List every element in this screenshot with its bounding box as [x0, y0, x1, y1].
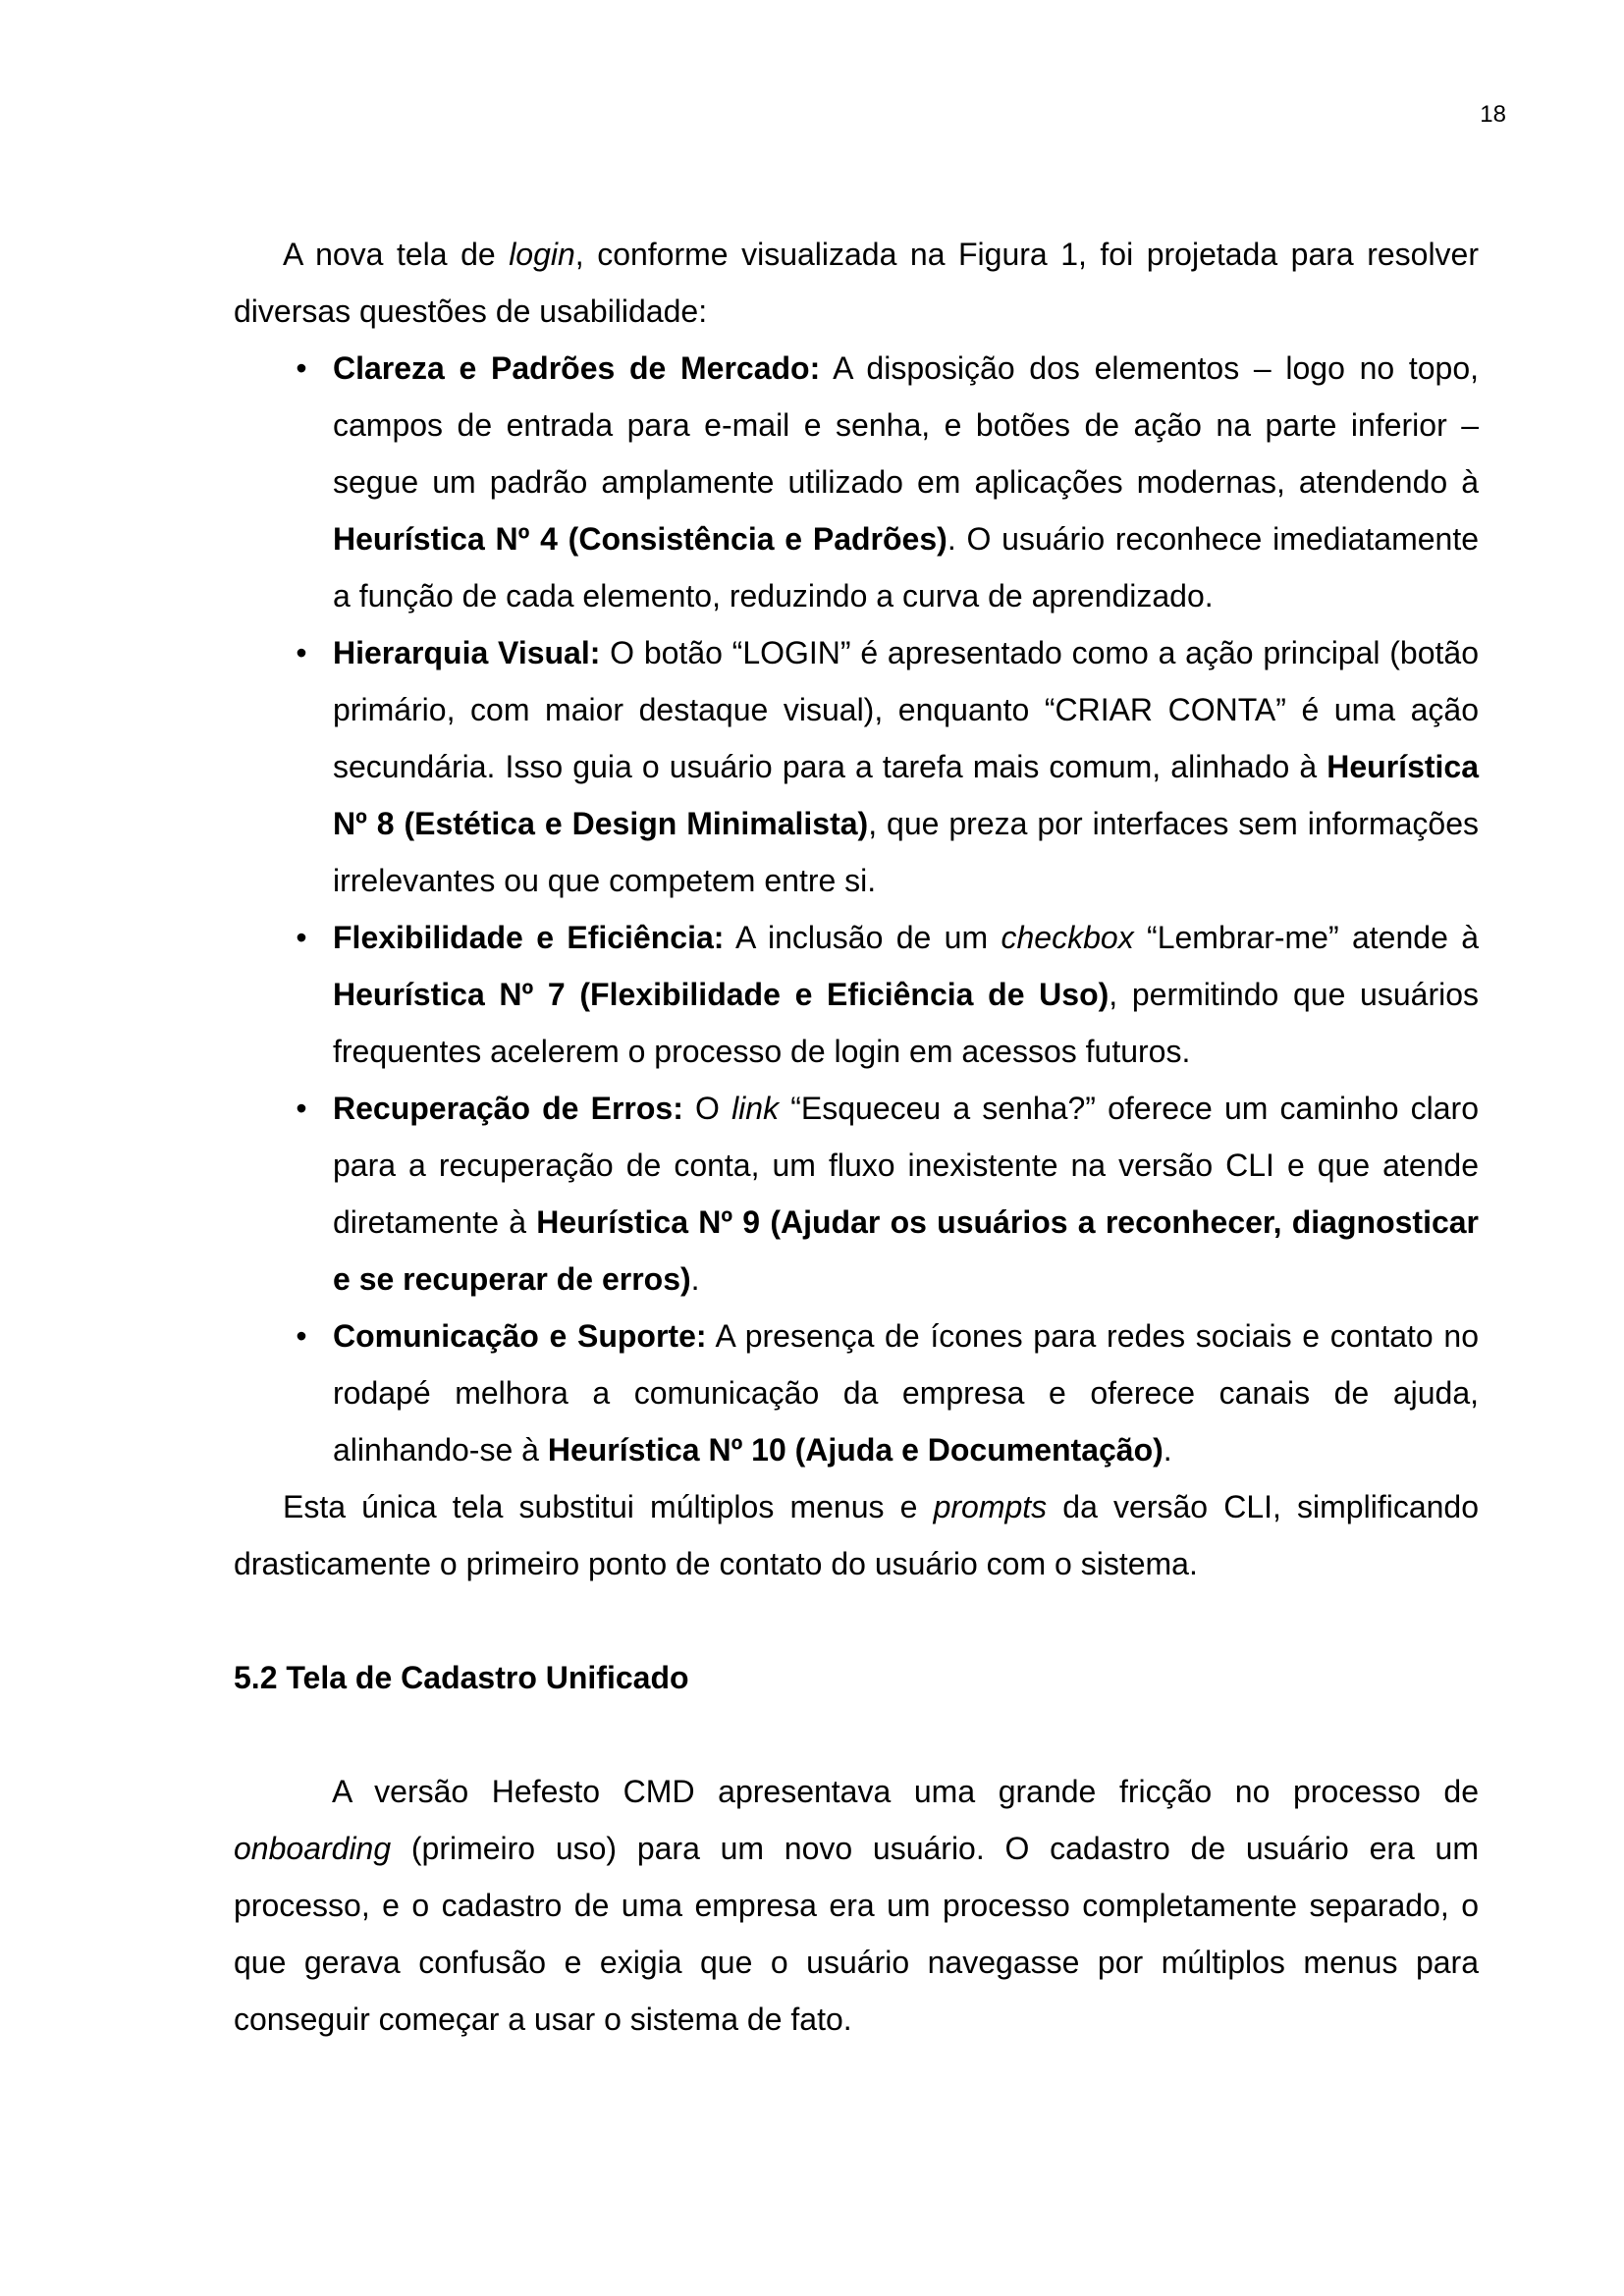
bullet-text: O botão “LOGIN” é apresentado como a ação principal (botão primário, com maior destaque visual), enquanto “CRIAR CONTA” é uma ação secundária. Isso guia o usuário para a tarefa mais comum, alinhado à — [333, 635, 1480, 784]
bullet-emphasis: checkbox — [1001, 920, 1134, 955]
list-item-hierarquia — [234, 624, 1479, 909]
bullet-text: A presença de ícones para redes sociais e contato no rodapé melhora a comunicação da empresa e oferece canais de ajuda, alinhando-se à — [333, 1318, 1480, 1468]
bullet-emphasis: link — [731, 1091, 780, 1126]
heuristics-list — [234, 340, 1479, 1478]
section-text-2: (primeiro uso) para um novo usuário. O cadastro de usuário era um processo, e o cadastro de uma empresa era um processo completamente separado, o que gerava confusão e exigia que o usuário navegasse por múltiplos menus para conseguir começar a usar o sistema de fato. — [234, 1831, 1479, 2037]
section-paragraph — [234, 1763, 1479, 2048]
heuristic-reference: Heurística Nº 4 (Consistência e Padrões) — [333, 521, 947, 557]
bullet-title: Flexibilidade e Eficiência: — [333, 920, 725, 955]
intro-emphasis: login — [509, 237, 575, 272]
bullet-title: Recuperação de Erros: — [333, 1091, 683, 1126]
bullet-text: “Esqueceu a senha?” oferece um caminho claro para a recuperação de conta, um fluxo inexistente na versão CLI e que atende diretamente à — [333, 1091, 1480, 1240]
bullet-text: , que preza por interfaces sem informações irrelevantes ou que competem entre si. — [333, 806, 1480, 898]
list-item-flexibilidade — [234, 909, 1479, 1080]
bullet-text: A disposição dos elementos – logo no topo, campos de entrada para e-mail e senha, e botões de ação na parte inferior – segue um padrão amplamente utilizado em aplicações modernas, atendendo à — [333, 350, 1480, 500]
closing-paragraph — [234, 1478, 1479, 1592]
intro-text-1: A nova tela de — [283, 237, 510, 272]
bullet-dot-icon: • — [296, 920, 307, 955]
bullet-title: Comunicação e Suporte: — [333, 1318, 707, 1354]
bullet-text: . — [1163, 1432, 1172, 1468]
bullet-dot-icon: • — [296, 635, 307, 670]
bullet-text: O — [682, 1091, 732, 1126]
closing-text-1: Esta única tela substitui múltiplos menus e — [283, 1489, 934, 1524]
closing-emphasis: prompts — [933, 1489, 1048, 1524]
bullet-text: “Lembrar-me” atende à — [1133, 920, 1480, 955]
heuristic-reference: Heurística Nº 9 (Ajudar os usuários a reconhecer, diagnosticar e se recuperar de erros) — [333, 1204, 1480, 1297]
intro-text-2: , conforme visualizada na Figura 1, foi projetada para resolver diversas questões de usabilidade: — [234, 237, 1480, 329]
heuristic-reference: Heurística Nº 10 (Ajuda e Documentação) — [547, 1432, 1164, 1468]
section-text-1: A versão Hefesto CMD apresentava uma grande fricção no processo de — [332, 1774, 1479, 1809]
list-item-recuperacao — [234, 1080, 1479, 1308]
list-item-comunicacao — [234, 1308, 1479, 1478]
closing-text-2: da versão CLI, simplificando drasticamente o primeiro ponto de contato do usuário com o sistema. — [234, 1489, 1480, 1581]
bullet-text: . — [690, 1261, 700, 1297]
bullet-title: Clareza e Padrões de Mercado: — [333, 350, 821, 386]
bullet-text: , permitindo que usuários frequentes acelerem o processo de login em acessos futuros. — [333, 977, 1480, 1069]
bullet-text: . O usuário reconhece imediatamente a função de cada elemento, reduzindo a curva de aprendizado. — [333, 521, 1480, 614]
intro-paragraph — [234, 226, 1479, 340]
bullet-title: Hierarquia Visual: — [333, 635, 601, 670]
section-emphasis: onboarding — [234, 1831, 392, 1866]
bullet-dot-icon: • — [296, 1091, 307, 1126]
page-number: 18 — [1480, 101, 1506, 128]
heuristic-reference: Heurística Nº 7 (Flexibilidade e Eficiência de Uso) — [333, 977, 1110, 1012]
heuristic-reference: Heurística Nº 8 (Estética e Design Minimalista) — [333, 749, 1479, 841]
bullet-text: A inclusão de um — [724, 920, 1001, 955]
bullet-dot-icon: • — [296, 1318, 307, 1354]
page-content — [234, 226, 1479, 2048]
section-heading: 5.2 Tela de Cadastro Unificado — [234, 1660, 689, 1695]
list-item-clareza — [234, 340, 1479, 624]
bullet-dot-icon: • — [296, 350, 307, 386]
